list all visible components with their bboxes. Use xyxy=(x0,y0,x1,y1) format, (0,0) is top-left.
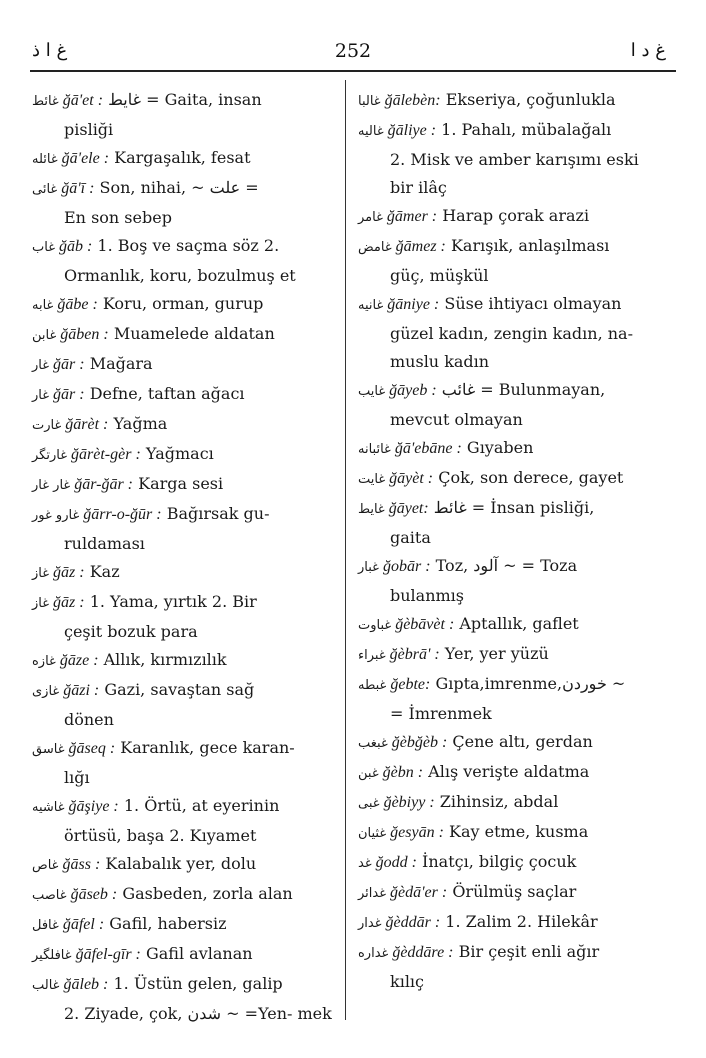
entry-headword: ğāşiye : xyxy=(68,798,119,815)
dictionary-entry xyxy=(32,320,336,350)
entry-headword: ğāben : xyxy=(60,326,109,343)
entry-arabic: غبار xyxy=(358,560,379,575)
entry-headword: ğā'ele : xyxy=(61,150,110,167)
entry-definition: 1. Pahalı, mübalağalı xyxy=(441,120,612,139)
entry-definition: Koru, orman, gurup xyxy=(102,294,264,313)
dictionary-entry xyxy=(358,758,660,788)
entry-arabic: غارو غور xyxy=(32,508,80,523)
entry-continuation: Ormanlık, koru, bozulmuş et xyxy=(64,266,296,285)
entry-arabic: غثيان xyxy=(358,826,387,841)
entry-headword: ğā'ebāne : xyxy=(394,440,462,457)
entry-definition: Kargaşalık, fesat xyxy=(114,148,251,167)
entry-arabic: غاب xyxy=(32,240,55,255)
entry-definition: Harap çorak arazi xyxy=(442,206,590,225)
dictionary-entry xyxy=(32,144,336,174)
entry-arabic: غاليه xyxy=(358,124,384,139)
entry-continuation: güç, müşkül xyxy=(390,266,489,285)
entry-continuation: = İmrenmek xyxy=(390,704,492,723)
entry-definition: Allık, kırmızılık xyxy=(103,650,227,669)
entry-arabic: غافل xyxy=(32,918,59,933)
entry-continuation: mevcut olmayan xyxy=(390,410,523,429)
dictionary-entry xyxy=(358,86,660,116)
entry-arabic: غائط xyxy=(32,94,59,109)
entry-arabic: غامض xyxy=(358,240,392,255)
entry-continuation: pisliği xyxy=(64,120,114,139)
entry-arabic: غباوت xyxy=(358,618,392,633)
entry-definition: Muamelede aldatan xyxy=(113,324,275,343)
entry-headword: ğāniye : xyxy=(387,296,440,313)
entry-definition: 1. Zalim 2. Hilekâr xyxy=(445,912,598,931)
entry-arabic: غبغب xyxy=(358,736,388,751)
entry-definition: Karga sesi xyxy=(138,474,224,493)
entry-headword: ğèdā'er : xyxy=(390,884,448,901)
entry-arabic: غالب xyxy=(32,978,60,993)
entry-definition: Karışık, anlaşılması xyxy=(450,236,610,255)
dictionary-entry xyxy=(32,792,336,850)
entry-continuation: gaita xyxy=(390,528,431,547)
page-number: 252 xyxy=(334,40,372,62)
entry-arabic: غابه xyxy=(32,298,54,313)
dictionary-entry xyxy=(32,440,336,470)
entry-headword: ğāz : xyxy=(53,594,85,611)
dictionary-entry xyxy=(32,290,336,320)
dictionary-entry xyxy=(32,970,336,1028)
entry-definition: غائب = Bulunmayan, xyxy=(441,380,606,399)
dictionary-entry xyxy=(358,232,660,290)
dictionary-entry xyxy=(358,670,660,728)
entry-headword: ğāzi : xyxy=(63,682,100,699)
entry-headword: ğālebèn: xyxy=(384,92,441,109)
entry-arabic: غائله xyxy=(32,152,58,167)
entry-headword: ğāyeb : xyxy=(389,382,437,399)
dictionary-entry xyxy=(358,494,660,552)
entry-arabic: غداره xyxy=(358,946,389,961)
entry-headword: ğèbāvèt : xyxy=(395,616,455,633)
entry-arabic: غائبانه xyxy=(358,442,391,457)
entry-arabic: غاز xyxy=(32,596,50,611)
entry-definition: Kay etme, kusma xyxy=(449,822,589,841)
entry-definition: İnatçı, bilgiç çocuk xyxy=(422,852,577,871)
dictionary-entry xyxy=(32,232,336,290)
entry-definition: Karanlık, gece karan- xyxy=(120,738,295,757)
dictionary-entry xyxy=(358,434,660,464)
entry-arabic: غامر xyxy=(358,210,383,225)
entry-headword: ğāss : xyxy=(62,856,101,873)
entry-headword: ğodd : xyxy=(375,854,417,871)
entry-arabic: غاز xyxy=(32,566,50,581)
entry-headword: ğāmer : xyxy=(386,208,438,225)
dictionary-entry xyxy=(32,910,336,940)
entry-arabic: غالبا xyxy=(358,94,381,109)
entry-definition: Defne, taftan ağacı xyxy=(89,384,245,403)
entry-headword: ğāleb : xyxy=(63,976,109,993)
entry-definition: Ekseriya, çoğunlukla xyxy=(445,90,616,109)
entry-arabic: غد xyxy=(358,856,372,871)
entry-headword: ğār : xyxy=(53,386,85,403)
entry-continuation: En son sebep xyxy=(64,208,172,227)
entry-definition: Mağara xyxy=(89,354,153,373)
entry-definition: Bağırsak gu- xyxy=(166,504,270,523)
dictionary-entry xyxy=(358,640,660,670)
entry-definition: Yer, yer yüzü xyxy=(444,644,549,663)
entry-continuation: kılıç xyxy=(390,972,425,991)
entry-continuation: lığı xyxy=(64,768,90,787)
entry-headword: ğobār : xyxy=(382,558,431,575)
entry-headword: ğāyet: xyxy=(388,500,429,517)
entry-arabic: غايت xyxy=(358,472,386,487)
dictionary-entry xyxy=(358,552,660,610)
entry-arabic: غدائر xyxy=(358,886,387,901)
entry-arabic: غار غار xyxy=(32,478,71,493)
dictionary-entry xyxy=(32,940,336,970)
entry-continuation: 2. Ziyade, çok, شدن ~ =Yen- mek xyxy=(64,1004,332,1023)
entry-definition: Örülmüş saçlar xyxy=(452,882,577,901)
entry-headword: ğāseb : xyxy=(70,886,118,903)
entry-headword: ğā'et : xyxy=(62,92,104,109)
dictionary-entry xyxy=(32,646,336,676)
entry-definition: Çok, son derece, gayet xyxy=(438,468,624,487)
entry-definition: Zihinsiz, abdal xyxy=(439,792,559,811)
entry-headword: ğāb : xyxy=(59,238,93,255)
entry-headword: ğāfel : xyxy=(62,916,105,933)
entry-definition: Gıpta,imrenme,خوردن ~ xyxy=(435,674,626,693)
left-column xyxy=(32,86,336,1028)
entry-arabic: غائى xyxy=(32,182,58,197)
entry-arabic: غار xyxy=(32,358,50,373)
entry-headword: ğèbğèb : xyxy=(391,734,448,751)
dictionary-entry xyxy=(358,376,660,434)
entry-arabic: غبراء xyxy=(358,648,386,663)
entry-headword: ğesyān : xyxy=(390,824,444,841)
entry-definition: 1. Örtü, at eyerinin xyxy=(123,796,280,815)
entry-arabic: غافلگیر xyxy=(32,948,72,963)
entry-definition: Gafil avlanan xyxy=(145,944,253,963)
entry-headword: ğèddāre : xyxy=(392,944,454,961)
entry-headword: ğārr-o-ğūr : xyxy=(83,506,162,523)
entry-arabic: غدار xyxy=(358,916,382,931)
dictionary-entry xyxy=(358,116,660,202)
entry-arabic: غازه xyxy=(32,654,56,669)
entry-arabic: غابن xyxy=(32,328,57,343)
entry-arabic: غار xyxy=(32,388,50,403)
entry-headword: ğār : xyxy=(53,356,85,373)
header-rule xyxy=(30,70,676,72)
dictionary-entry xyxy=(32,850,336,880)
right-column xyxy=(358,86,660,996)
entry-headword: ğèbn : xyxy=(382,764,424,781)
entry-headword: ğèddār : xyxy=(385,914,441,931)
dictionary-entry xyxy=(32,86,336,144)
entry-definition: Gafil, habersiz xyxy=(109,914,227,933)
entry-definition: Çene altı, gerdan xyxy=(452,732,593,751)
entry-headword: ğārèt : xyxy=(65,416,109,433)
entry-headword: ğāz : xyxy=(53,564,85,581)
entry-definition: Bir çeşit enli ağır xyxy=(458,942,600,961)
entry-headword: ğāfel-gīr : xyxy=(75,946,141,963)
entry-continuation: 2. Misk ve amber karışımı eski bir ilâç xyxy=(390,150,639,197)
entry-definition: Kalabalık yer, dolu xyxy=(105,854,257,873)
dictionary-entry xyxy=(32,500,336,558)
entry-definition: Yağma xyxy=(113,414,168,433)
entry-definition: غايط = Gaita, insan xyxy=(108,90,262,109)
entry-arabic: غازى xyxy=(32,684,60,699)
entry-headword: ğèbrā' : xyxy=(389,646,440,663)
entry-headword: ğèbiyy : xyxy=(383,794,435,811)
dictionary-entry xyxy=(32,410,336,440)
header-right-letters: غ د ا xyxy=(630,40,666,61)
entry-arabic: غارت xyxy=(32,418,62,433)
entry-continuation: dönen xyxy=(64,710,114,729)
dictionary-entry xyxy=(32,734,336,792)
entry-headword: ğāseq : xyxy=(68,740,116,757)
entry-definition: Toz, آلود ~ = Toza xyxy=(435,556,578,575)
dictionary-entry xyxy=(358,908,660,938)
entry-arabic: غايط xyxy=(358,502,385,517)
dictionary-entry xyxy=(32,174,336,232)
entry-continuation: ruldaması xyxy=(64,534,145,553)
entry-definition: Kaz xyxy=(89,562,120,581)
header-left-letters: غ ا ذ xyxy=(32,40,68,61)
dictionary-entry xyxy=(358,610,660,640)
entry-headword: ğāliye : xyxy=(387,122,437,139)
entry-headword: ğāyèt : xyxy=(389,470,434,487)
dictionary-entry xyxy=(32,588,336,646)
entry-definition: Yağmacı xyxy=(145,444,214,463)
dictionary-entry xyxy=(32,676,336,734)
dictionary-entry xyxy=(358,878,660,908)
entry-arabic: غبى xyxy=(358,796,380,811)
entry-definition: 1. Üstün gelen, galip xyxy=(113,974,283,993)
entry-headword: ğāze : xyxy=(59,652,99,669)
entry-definition: Gazi, savaştan sağ xyxy=(104,680,255,699)
entry-arabic: غبطه xyxy=(358,678,387,693)
dictionary-entry xyxy=(358,290,660,376)
entry-headword: ğebte: xyxy=(390,676,431,693)
entry-definition: Süse ihtiyacı olmayan xyxy=(444,294,622,313)
dictionary-entry xyxy=(32,350,336,380)
entry-definition: 1. Yama, yırtık 2. Bir xyxy=(89,592,257,611)
dictionary-entry xyxy=(32,558,336,588)
dictionary-entry xyxy=(32,380,336,410)
entry-arabic: غاصب xyxy=(32,888,67,903)
entry-arabic: غانيه xyxy=(358,298,384,313)
column-divider xyxy=(345,80,346,1020)
entry-continuation: örtüsü, başa 2. Kıyamet xyxy=(64,826,257,845)
dictionary-entry xyxy=(358,464,660,494)
dictionary-entry xyxy=(358,848,660,878)
entry-arabic: غاص xyxy=(32,858,59,873)
entry-arabic: غارتگر xyxy=(32,448,68,463)
dictionary-entry xyxy=(358,938,660,996)
dictionary-entry xyxy=(358,202,660,232)
entry-continuation: güzel kadın, zengin kadın, na- muslu kadın xyxy=(390,324,633,371)
dictionary-entry xyxy=(32,470,336,500)
entry-continuation: bulanmış xyxy=(390,586,465,605)
entry-definition: Gasbeden, zorla alan xyxy=(122,884,293,903)
dictionary-entry xyxy=(358,788,660,818)
entry-arabic: غاسق xyxy=(32,742,65,757)
entry-arabic: غايب xyxy=(358,384,386,399)
entry-definition: Aptallık, gaflet xyxy=(459,614,579,633)
dictionary-entry xyxy=(358,818,660,848)
entry-headword: ğārèt-gèr : xyxy=(71,446,141,463)
entry-headword: ğā'ī : xyxy=(61,180,95,197)
entry-headword: ğābe : xyxy=(57,296,98,313)
entry-definition: Gıyaben xyxy=(466,438,534,457)
entry-arabic: غاشيه xyxy=(32,800,65,815)
entry-definition: Alış verişte aldatma xyxy=(428,762,590,781)
entry-definition: Son, nihai, ~ علت = xyxy=(99,178,259,197)
entry-headword: ğāmez : xyxy=(395,238,446,255)
dictionary-entry xyxy=(358,728,660,758)
entry-headword: ğār-ğār : xyxy=(74,476,134,493)
entry-continuation: çeşit bozuk para xyxy=(64,622,198,641)
dictionary-entry xyxy=(32,880,336,910)
entry-definition: غائط = İnsan pisliği, xyxy=(433,498,595,517)
entry-definition: 1. Boş ve saçma söz 2. xyxy=(97,236,280,255)
entry-arabic: غبن xyxy=(358,766,379,781)
